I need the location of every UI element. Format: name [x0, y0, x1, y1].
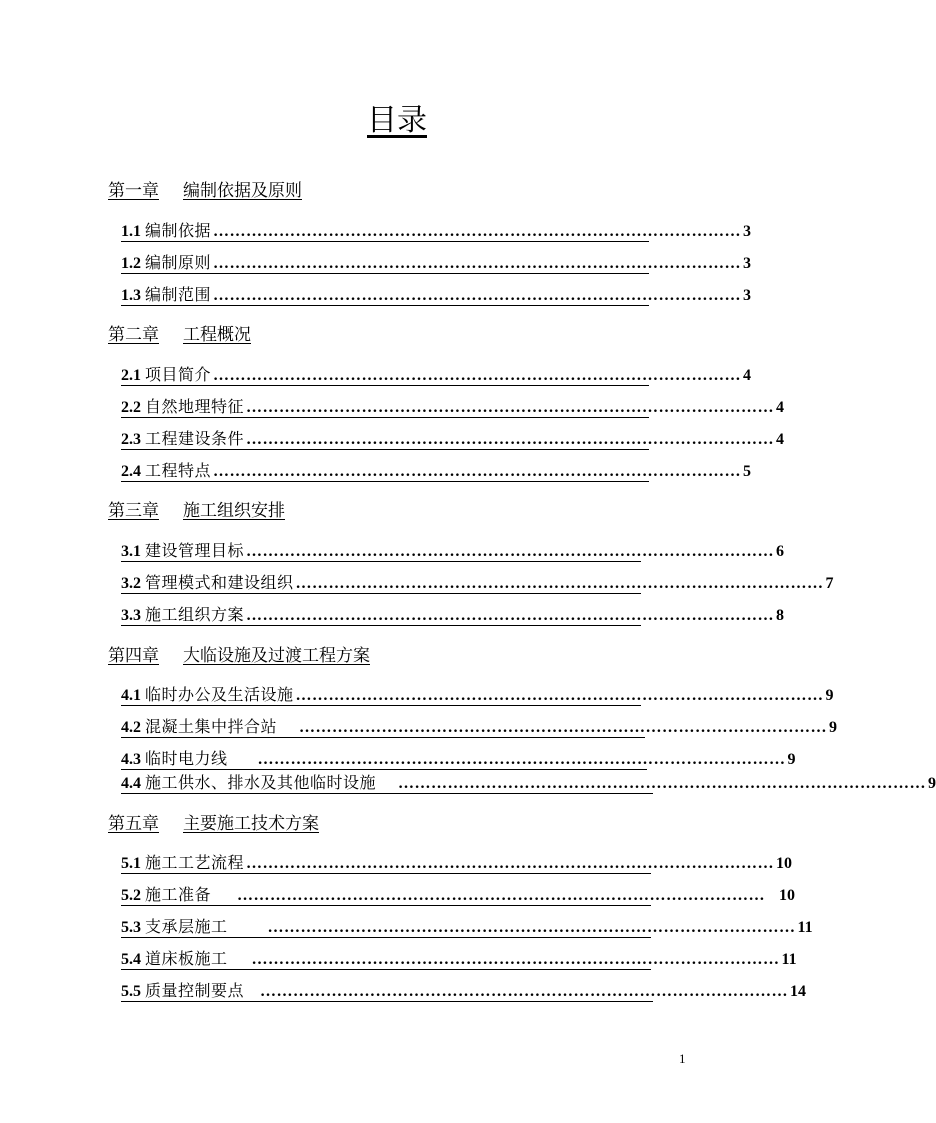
- page-number: 1: [679, 1051, 686, 1066]
- dot-leader: ……………………………………………………………………………………: [267, 919, 796, 936]
- entry-label: 工程建设条件: [145, 429, 245, 448]
- entry-number: 5.2: [121, 887, 141, 904]
- entry-label: 编制原则: [145, 253, 212, 272]
- entry-number: 5.5: [121, 983, 141, 1000]
- dot-leader: ……………………………………………………………………………………: [299, 719, 828, 736]
- dot-leader: ……………………………………………………………………………………: [257, 751, 786, 768]
- entry-page: 4: [776, 399, 785, 416]
- dot-leader: ……………………………………………………………………………………: [213, 287, 742, 304]
- entry-number: 2.4: [121, 463, 141, 480]
- entry-label: 临时电力线: [145, 749, 228, 768]
- toc-entry-5-1[interactable]: [121, 852, 793, 874]
- entry-label: 项目简介: [145, 365, 212, 384]
- chapter-title: 编制依据及原则: [183, 181, 302, 201]
- toc-entry-2-1[interactable]: [121, 364, 752, 386]
- chapter-title: 主要施工技术方案: [183, 814, 319, 834]
- chapter-heading-5[interactable]: [108, 813, 319, 835]
- toc-entry-2-2[interactable]: [121, 396, 785, 418]
- entry-label: 管理模式和建设组织: [145, 573, 294, 592]
- entry-number: 4.3: [121, 751, 141, 768]
- entry-number: 3.3: [121, 607, 141, 624]
- entry-label: 施工组织方案: [145, 605, 245, 624]
- entry-page: 14: [790, 983, 807, 1000]
- entry-number: 5.3: [121, 919, 141, 936]
- entry-page: 9: [928, 775, 936, 792]
- toc-entry-5-2[interactable]: [121, 884, 796, 906]
- entry-label: 临时办公及生活设施: [145, 685, 294, 704]
- entry-number: 2.1: [121, 367, 141, 384]
- entry-page: 9: [787, 751, 796, 768]
- dot-leader: ……………………………………………………………………………………: [246, 543, 775, 560]
- entry-number: 3.1: [121, 543, 141, 560]
- toc-entry-4-2[interactable]: [121, 716, 838, 738]
- entry-page: 10: [776, 855, 793, 872]
- dot-leader: ……………………………………………………………………………………: [251, 951, 780, 968]
- toc-entry-1-2[interactable]: [121, 252, 752, 274]
- entry-number: 2.2: [121, 399, 141, 416]
- entry-label: 支承层施工: [145, 917, 228, 936]
- chapter-heading-3[interactable]: [108, 500, 285, 522]
- chapter-label: 第五章: [108, 814, 159, 834]
- chapter-heading-4[interactable]: [108, 645, 370, 667]
- entry-number: 2.3: [121, 431, 141, 448]
- toc-entry-4-4[interactable]: [121, 772, 936, 794]
- entry-page: 11: [797, 919, 813, 936]
- dot-leader: ……………………………………………………………………………………: [246, 607, 775, 624]
- entry-page: 3: [743, 287, 752, 304]
- toc-title: [0, 100, 794, 142]
- entry-page: 9: [825, 687, 834, 704]
- toc-entry-3-3[interactable]: [121, 604, 785, 626]
- chapter-heading-1[interactable]: [108, 180, 302, 202]
- toc-entry-5-5[interactable]: [121, 980, 807, 1002]
- toc-entry-3-2[interactable]: [121, 572, 834, 594]
- dot-leader: ……………………………………………………………………………………: [398, 775, 927, 792]
- dot-leader: ……………………………………………………………………………………: [237, 887, 766, 904]
- entry-page: 5: [743, 463, 752, 480]
- entry-page: 6: [776, 543, 785, 560]
- entry-page: 9: [829, 719, 838, 736]
- chapter-label: 第二章: [108, 325, 159, 345]
- toc-entry-2-3[interactable]: [121, 428, 785, 450]
- entry-number: 1.3: [121, 287, 141, 304]
- chapter-heading-2[interactable]: [108, 324, 251, 346]
- entry-number: 1.2: [121, 255, 141, 272]
- dot-leader: ……………………………………………………………………………………: [213, 223, 742, 240]
- chapter-title: 施工组织安排: [183, 501, 285, 521]
- entry-label: 施工工艺流程: [145, 853, 245, 872]
- dot-leader: ……………………………………………………………………………………: [213, 463, 742, 480]
- chapter-label: 第四章: [108, 646, 159, 666]
- entry-label: 道床板施工: [145, 949, 228, 968]
- entry-number: 4.2: [121, 719, 141, 736]
- toc-title-text: 目录: [367, 103, 427, 138]
- entry-number: 4.1: [121, 687, 141, 704]
- dot-leader: ……………………………………………………………………………………: [213, 255, 742, 272]
- chapter-title: 工程概况: [183, 325, 251, 345]
- entry-page: 3: [743, 223, 752, 240]
- toc-entry-5-3[interactable]: [121, 916, 813, 938]
- toc-entry-4-3[interactable]: [121, 748, 796, 770]
- entry-label: 编制依据: [145, 221, 212, 240]
- dot-leader: ……………………………………………………………………………………: [260, 983, 789, 1000]
- entry-number: 4.4: [121, 775, 141, 792]
- chapter-label: 第一章: [108, 181, 159, 201]
- chapter-title: 大临设施及过渡工程方案: [183, 646, 370, 666]
- dot-leader: ……………………………………………………………………………………: [246, 431, 775, 448]
- entry-label: 工程特点: [145, 461, 212, 480]
- toc-entry-4-1[interactable]: [121, 684, 834, 706]
- dot-leader: ……………………………………………………………………………………: [295, 575, 824, 592]
- entry-label: 施工供水、排水及其他临时设施: [145, 773, 377, 792]
- entry-number: 3.2: [121, 575, 141, 592]
- entry-number: 5.1: [121, 855, 141, 872]
- entry-label: 编制范围: [145, 285, 212, 304]
- entry-page: 4: [776, 431, 785, 448]
- toc-entry-5-4[interactable]: [121, 948, 797, 970]
- entry-page: 10: [779, 887, 796, 904]
- entry-label: 建设管理目标: [145, 541, 245, 560]
- entry-page: 7: [825, 575, 834, 592]
- toc-entry-3-1[interactable]: [121, 540, 785, 562]
- dot-leader: ……………………………………………………………………………………: [295, 687, 824, 704]
- entry-page: 3: [743, 255, 752, 272]
- entry-label: 施工准备: [145, 885, 212, 904]
- entry-number: 1.1: [121, 223, 141, 240]
- dot-leader: ……………………………………………………………………………………: [246, 855, 775, 872]
- entry-label: 质量控制要点: [145, 981, 245, 1000]
- entry-page: 11: [781, 951, 797, 968]
- toc-entry-2-4[interactable]: [121, 460, 752, 482]
- entry-page: 4: [743, 367, 752, 384]
- entry-number: 5.4: [121, 951, 141, 968]
- toc-entry-1-3[interactable]: [121, 284, 752, 306]
- entry-label: 混凝土集中拌合站: [145, 717, 278, 736]
- dot-leader: ……………………………………………………………………………………: [246, 399, 775, 416]
- entry-page: 8: [776, 607, 785, 624]
- entry-label: 自然地理特征: [145, 397, 245, 416]
- chapter-label: 第三章: [108, 501, 159, 521]
- dot-leader: ……………………………………………………………………………………: [213, 367, 742, 384]
- toc-entry-1-1[interactable]: [121, 220, 752, 242]
